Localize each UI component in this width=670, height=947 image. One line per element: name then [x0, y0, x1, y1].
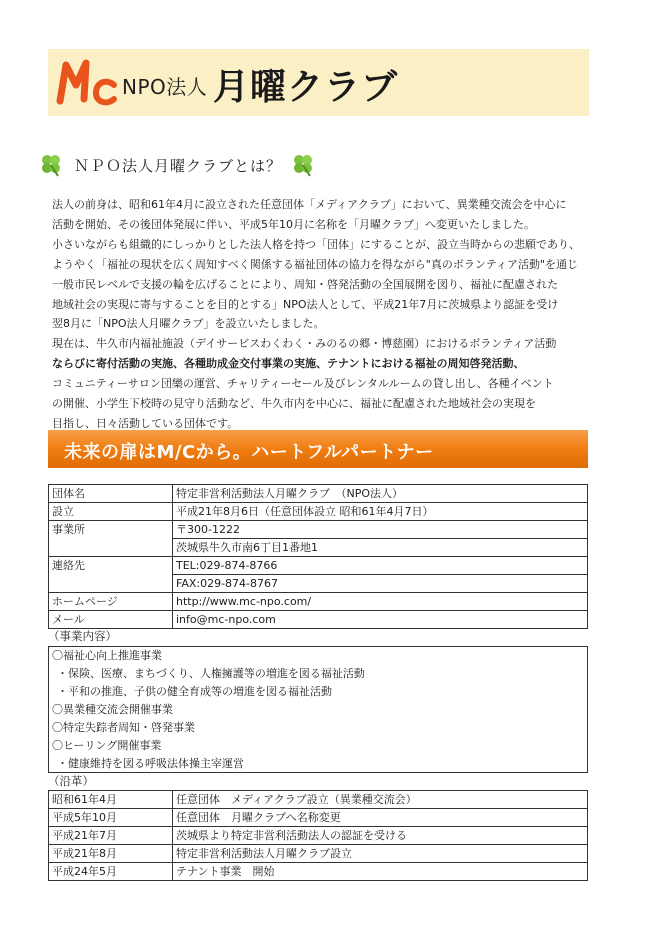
tagline-text: 未来の扉はM/Cから。ハートフルパートナー [64, 442, 434, 463]
history-date: 昭和61年4月 [49, 791, 173, 809]
table-row [49, 863, 588, 881]
tagline-bar [48, 430, 588, 468]
intro-line: 地域社会の実現に寄与することを目的とする」NPO法人として、平成21年7月に茨城県より認証を受け [52, 297, 559, 311]
history-event: テナント事業 開始 [173, 863, 588, 881]
homepage-label: ホームページ [49, 593, 173, 611]
list-item: 〇異業種交流会開催事業 [52, 703, 173, 716]
table-row [49, 521, 588, 539]
mc-logo-icon [56, 55, 120, 109]
list-item: 〇特定失踪者周知・啓発事業 [52, 721, 195, 734]
intro-line: 翌8月に「NPO法人月曜クラブ」を設立いたしました。 [52, 317, 325, 331]
list-item: 〇ヒーリング開催事業 [52, 739, 162, 752]
intro-line: 法人の前身は、昭和61年4月に設立された任意団体「メディアクラブ」において、異業種交流会を中心に [52, 198, 567, 211]
history-table [48, 790, 588, 881]
mail-link[interactable]: info@mc-npo.com [173, 611, 588, 629]
intro-paragraph [52, 195, 612, 434]
office-address: 茨城県牛久市南6丁目1番地1 [173, 539, 588, 557]
business-heading: （事業内容） [48, 629, 117, 643]
mail-label: メール [49, 611, 173, 629]
contact-label: 連絡先 [49, 557, 173, 593]
group-value: 特定非営利活動法人月曜クラブ （NPO法人） [173, 485, 588, 503]
list-item: ・保険、医療、まちづくり、人権擁護等の増進を図る福祉活動 [57, 667, 365, 680]
intro-line: の開催、小学生下校時の見守り活動など、牛久市内を中心に、福祉に配慮された地域社会の実現を [52, 397, 536, 411]
intro-line: 目指し、日々活動している団体です。 [52, 416, 239, 430]
intro-line: ようやく「福祉の現状を広く周知すべく関係する福祉団体の協力を得ながら"真のボランティア活動"を通じ [52, 257, 579, 271]
clover-icon [38, 152, 64, 178]
table-row [49, 557, 588, 575]
list-item: 〇福祉心向上推進事業 [52, 649, 162, 662]
office-zip: 〒300-1222 [173, 521, 588, 539]
tel-value: TEL:029-874-8766 [173, 557, 588, 575]
history-date: 平成24年5月 [49, 863, 173, 881]
intro-line: 一般市民レベルで支援の輪を広げることにより、周知・啓発活動の全国展開を図り、福祉に配慮された [52, 277, 558, 291]
fax-value: FAX:029-874-8767 [173, 575, 588, 593]
clover-icon [290, 152, 316, 178]
intro-line: コミュニティーサロン団欒の運営、チャリティーセール及びレンタルルームの貸し出し、各種イベント [52, 377, 554, 391]
history-event: 任意団体 メディアクラブ設立（異業種交流会） [173, 791, 588, 809]
intro-line: 現在は、牛久市内福祉施設（デイサービスわくわく・みのるの郷・博慈園）におけるボランティア活動 [52, 337, 557, 351]
history-date: 平成21年7月 [49, 827, 173, 845]
history-date: 平成5年10月 [49, 809, 173, 827]
header-banner [48, 49, 589, 116]
table-row [49, 827, 588, 845]
list-item: ・平和の推進、子供の健全育成等の増進を図る福祉活動 [57, 685, 332, 698]
office-label: 事業所 [49, 521, 173, 557]
history-event: 茨城県より特定非営利活動法人の認証を受ける [173, 827, 588, 845]
list-item: ・健康維持を図る呼吸法体操主宰運営 [57, 757, 244, 770]
founded-label: 設立 [49, 503, 173, 521]
group-label: 団体名 [49, 485, 173, 503]
section-title [38, 150, 316, 180]
table-row [49, 611, 588, 629]
table-row [49, 485, 588, 503]
homepage-link[interactable]: http://www.mc-npo.com/ [173, 593, 588, 611]
intro-line: 活動を開始、その後団体発展に伴い、平成5年10月に名称を「月曜クラブ」へ変更いたしました。 [52, 217, 535, 231]
history-date: 平成21年8月 [49, 845, 173, 863]
table-row [49, 503, 588, 521]
section-title-text: ＮＰＯ法人月曜クラブとは？ [74, 156, 283, 175]
intro-line: 小さいながらも組織的にしっかりとした法人格を持つ「団体」にすることが、設立当時からの悲願であり、 [52, 237, 580, 251]
org-name: 月曜クラブ [213, 67, 399, 108]
table-row [49, 791, 588, 809]
table-row [49, 593, 588, 611]
founded-value: 平成21年8月6日（任意団体設立 昭和61年4月7日） [173, 503, 588, 521]
table-row [49, 845, 588, 863]
org-prefix: NPO法人 [122, 75, 208, 99]
table-row [49, 809, 588, 827]
history-event: 特定非営利活動法人月曜クラブ設立 [173, 845, 588, 863]
intro-line: ならびに寄付活動の実施、各種助成金交付事業の実施、テナントにおける福祉の周知啓発活動、 [52, 357, 525, 371]
history-heading: （沿革） [48, 774, 94, 788]
business-box [48, 646, 588, 773]
history-event: 任意団体 月曜クラブへ名称変更 [173, 809, 588, 827]
info-table [48, 484, 588, 629]
